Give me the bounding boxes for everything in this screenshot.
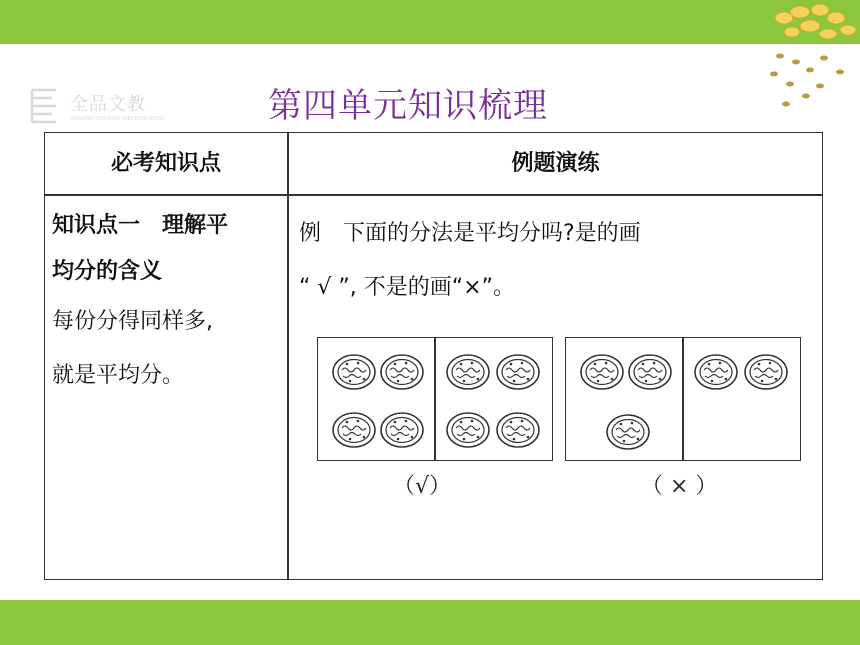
cookie-icon	[578, 352, 626, 392]
watermark-subtext: QUANPIN TEACHING AND EDUCATION	[70, 116, 165, 122]
cookie-icon	[444, 352, 492, 392]
cookie-icon	[444, 410, 492, 450]
figure-equal-division	[317, 337, 553, 461]
top-green-bar	[0, 0, 860, 44]
example-question-line1: 例 下面的分法是平均分吗?是的画	[299, 221, 641, 246]
page-title: 第四单元知识梳理	[268, 86, 548, 126]
figure2-answer: （ × ）	[641, 474, 718, 499]
knowledge-point-body-line1: 每份分得同样多,	[52, 309, 213, 334]
knowledge-point-cell	[52, 203, 284, 403]
summary-table	[44, 132, 823, 580]
cookie-icon	[626, 352, 674, 392]
header-knowledge-points: 必考知识点	[110, 151, 221, 176]
figure-divider	[682, 338, 684, 460]
cookie-icon	[494, 352, 542, 392]
watermark-text: 全品文教	[70, 94, 146, 115]
bottom-green-bar	[0, 600, 860, 645]
knowledge-point-title-line2: 均分的含义	[52, 259, 163, 284]
cookie-icon	[330, 410, 378, 450]
header-divider	[45, 194, 822, 196]
knowledge-point-body-line2: 就是平均分。	[52, 363, 185, 388]
cookie-icon	[742, 352, 790, 392]
cookie-icon	[378, 352, 426, 392]
cookie-icon	[604, 412, 652, 452]
cookie-icon	[692, 352, 740, 392]
knowledge-point-title-line1: 知识点一 理解平	[52, 213, 229, 238]
column-divider	[287, 133, 289, 579]
cookie-icon	[494, 410, 542, 450]
example-cell	[299, 207, 819, 315]
cookie-icon	[330, 352, 378, 392]
cookie-icon	[378, 410, 426, 450]
figure1-answer: （√）	[393, 474, 452, 499]
figure-divider	[434, 338, 436, 460]
example-question-line2: “ √ ”, 不是的画“×”。	[299, 275, 516, 300]
figure-unequal-division	[565, 337, 801, 461]
header-example-practice: 例题演练	[511, 151, 600, 176]
